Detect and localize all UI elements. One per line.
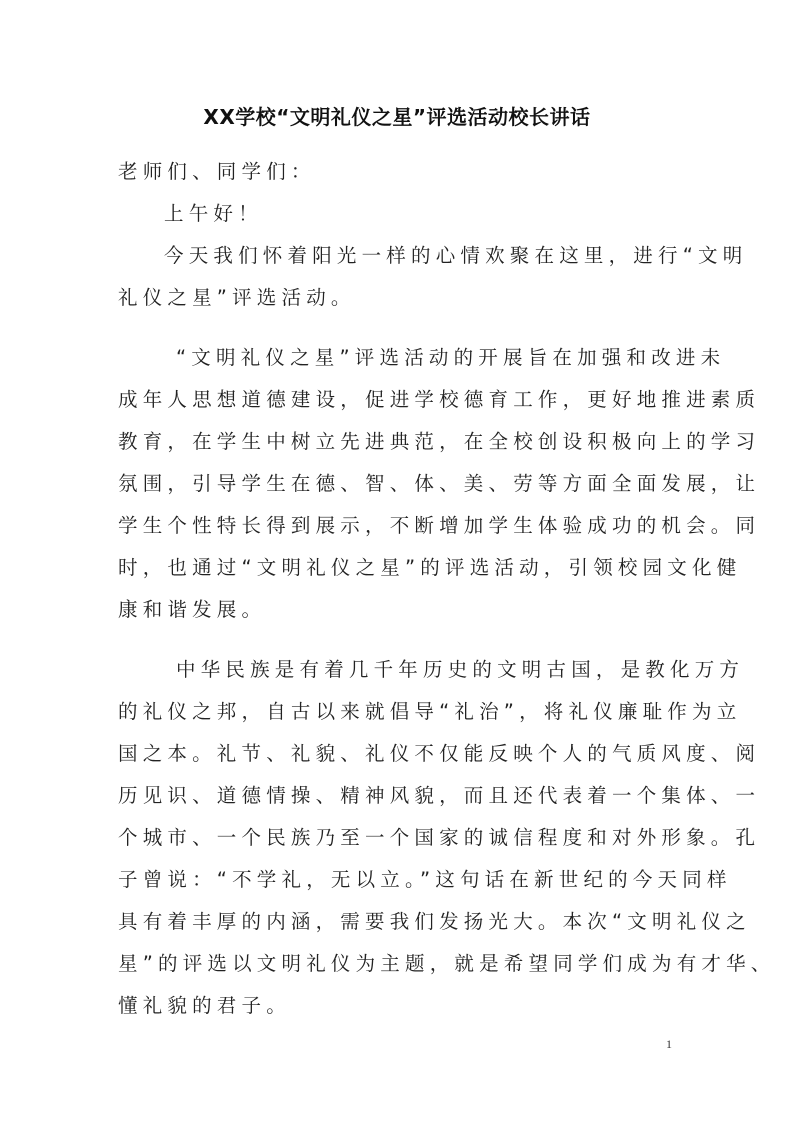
paragraph-line: “文明礼仪之星”评选活动的开展旨在加强和改进未 [176, 346, 726, 369]
paragraph-line: 氛围，引导学生在德、智、体、美、劳等方面全面发展，让 [118, 472, 761, 495]
paragraph-line: 历见识、道德情操、精神风貌，而且还代表着一个集体、一 [118, 784, 761, 807]
paragraph-line: 懂礼貌的君子。 [118, 994, 291, 1017]
paragraph-line: 子曾说：“不学礼，无以立。”这句话在新世纪的今天同样 [118, 868, 732, 891]
page-number: 1 [666, 1037, 672, 1051]
paragraph-3 [118, 649, 776, 1027]
paragraph-spacer [118, 319, 678, 337]
paragraph-line: 成年人思想道德建设，促进学校德育工作，更好地推进素质 [118, 388, 761, 411]
paragraph-line: 教育，在学生中树立先进典范，在全校创设积极向上的学习 [118, 430, 761, 453]
paragraph-1 [118, 235, 748, 319]
paragraph-line: 学生个性特长得到展示，不断增加学生体验成功的机会。同 [118, 514, 761, 537]
document-body [118, 151, 776, 1027]
greeting: 上午好！ [164, 202, 263, 225]
paragraph-line: 的礼仪之邦，自古以来就倡导“礼治”，将礼仪廉耻作为立 [118, 700, 742, 723]
paragraph-line: 国之本。礼节、礼貌、礼仪不仅能反映个人的气质风度、阅 [118, 742, 761, 765]
paragraph-line: 时，也通过“文明礼仪之星”的评选活动，引领校园文化健 [118, 556, 742, 579]
paragraph-line: 星”的评选以文明礼仪为主题，就是希望同学们成为有才华、 [118, 952, 776, 975]
salutation: 老师们、同学们： [118, 160, 316, 183]
paragraph-line: 康和谐发展。 [118, 598, 267, 621]
paragraph-line: 中华民族是有着几千年历史的文明古国，是教化万方 [176, 658, 745, 681]
paragraph-spacer [118, 631, 678, 649]
paragraph-2 [118, 337, 761, 631]
paragraph-line: 具有着丰厚的内涵，需要我们发扬光大。本次“文明礼仪之 [118, 910, 751, 933]
paragraph-line: 今天我们怀着阳光一样的心情欢聚在这里，进行“文明 [164, 244, 748, 267]
paragraph-line: 个城市、一个民族乃至一个国家的诚信程度和对外形象。孔 [118, 826, 761, 849]
paragraph-line: 礼仪之星”评选活动。 [118, 286, 356, 309]
document-title: XX学校“文明礼仪之星”评选活动校长讲话 [203, 105, 591, 129]
